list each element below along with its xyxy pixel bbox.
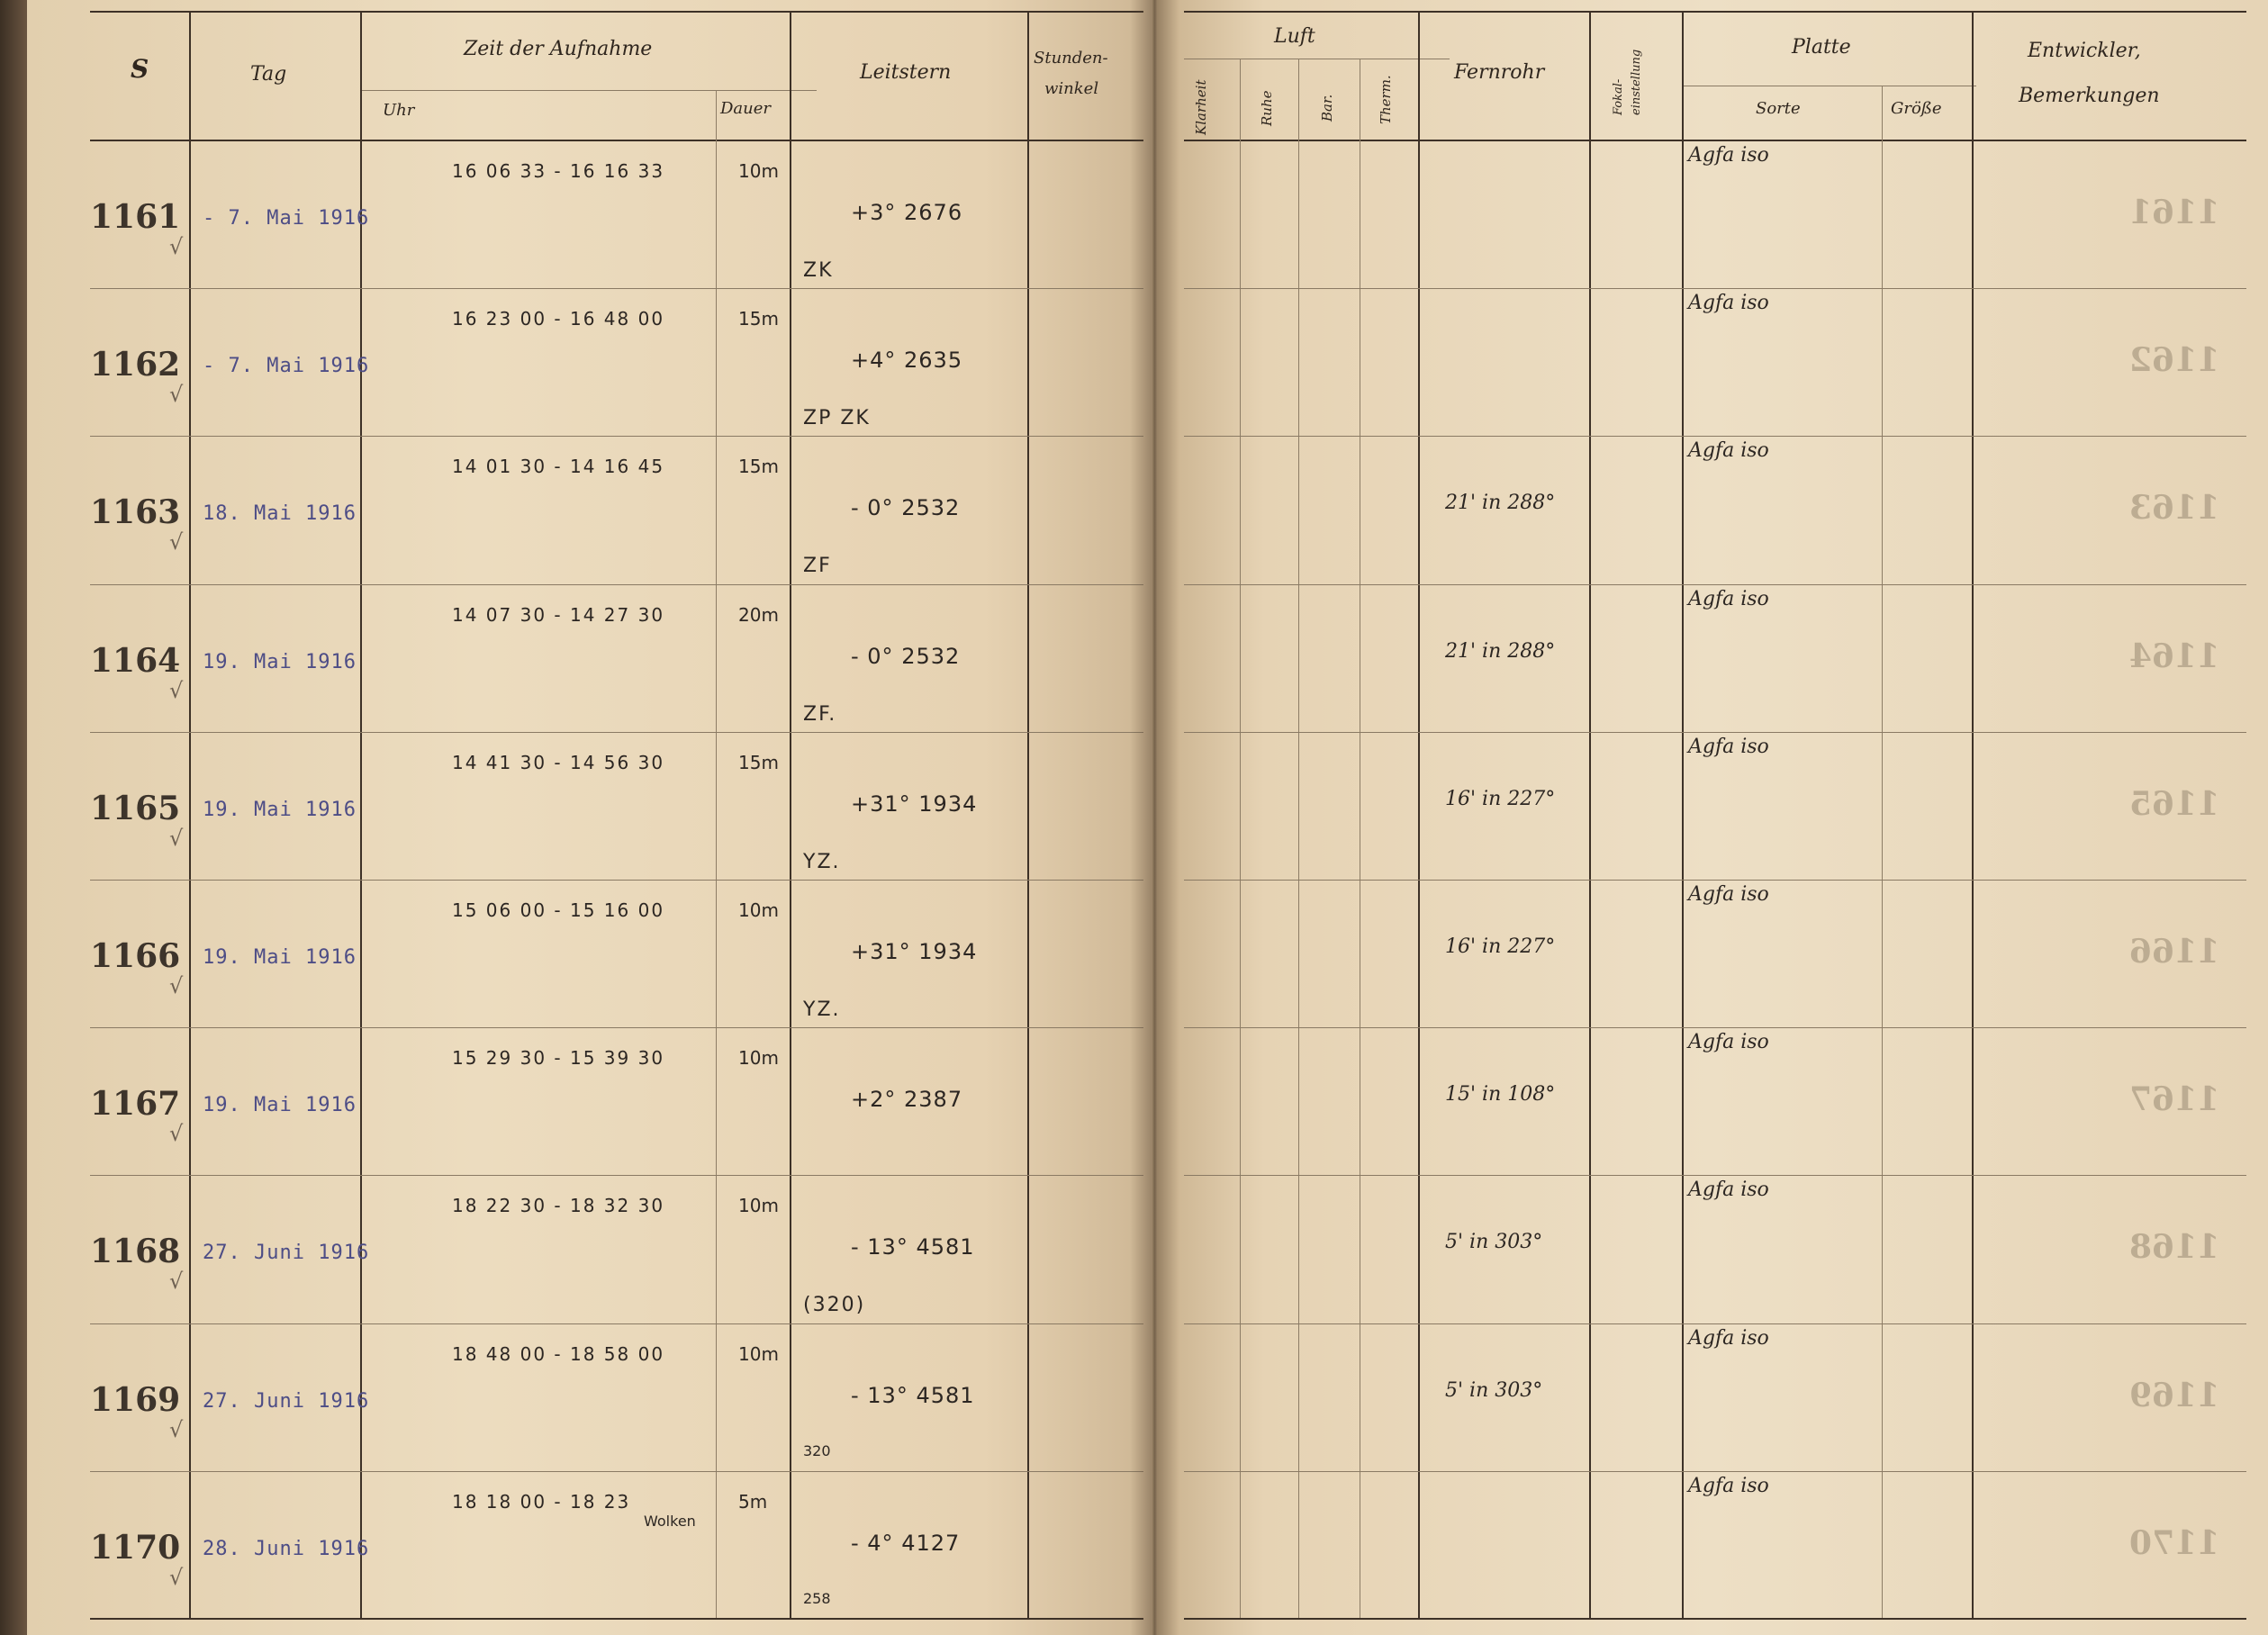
plate-number: 1170 — [90, 1528, 181, 1567]
check-mark: √ — [169, 1416, 184, 1442]
telescope-setting: 15' in 108° — [1445, 1083, 1556, 1107]
date-stamp: 19. Mai 1916 — [203, 946, 357, 969]
header-bemerkungen: Bemerkungen — [2019, 85, 2160, 107]
col-fokal-end — [1682, 11, 1684, 1618]
row-rule — [90, 1027, 1143, 1028]
row-rule — [90, 732, 1143, 733]
exposure-time: 15 06 00 - 15 16 00 — [452, 899, 665, 921]
check-mark: √ — [169, 677, 184, 703]
bleed-through-number: 1169 — [2129, 1376, 2220, 1414]
book-spine — [0, 0, 27, 1635]
col-divider-s — [189, 11, 191, 1618]
guide-star-note: (320) — [803, 1294, 866, 1317]
guide-star: - 0° 2532 — [851, 643, 961, 669]
header-therm: Therm. — [1378, 75, 1394, 124]
header-dauer: Dauer — [720, 99, 772, 118]
header-tag: Tag — [250, 63, 287, 86]
col-platte-end — [1972, 11, 1974, 1618]
plate-number: 1161 — [90, 198, 181, 236]
bleed-through-number: 1166 — [2129, 933, 2220, 971]
guide-star: +31° 1934 — [851, 790, 978, 817]
date-stamp: 18. Mai 1916 — [203, 502, 357, 526]
col-luft-end — [1418, 11, 1420, 1618]
header-rule-right — [1184, 140, 2246, 141]
header-groesse: Größe — [1891, 99, 1942, 118]
telescope-setting: 16' in 227° — [1445, 787, 1556, 810]
check-mark: √ — [169, 382, 184, 408]
header-rule — [90, 140, 1143, 141]
guide-star: - 0° 2532 — [851, 495, 961, 521]
exposure-duration: 15m — [738, 751, 779, 773]
telescope-setting: 21' in 288° — [1445, 492, 1556, 515]
header-s: S — [131, 54, 149, 84]
bleed-through-number: 1161 — [2129, 194, 2220, 231]
col-klarheit — [1240, 59, 1241, 1618]
row-rule-right — [1184, 436, 2246, 437]
plate-number: 1163 — [90, 493, 181, 532]
header-zeit: Zeit der Aufnahme — [464, 38, 653, 60]
guide-star-note: ZF. — [803, 702, 837, 726]
exposure-time: 18 18 00 - 18 23 — [452, 1490, 631, 1513]
date-stamp: 19. Mai 1916 — [203, 1094, 357, 1117]
plate-number: 1162 — [90, 346, 181, 384]
plate-number: 1169 — [90, 1380, 181, 1419]
guide-star: - 13° 4581 — [851, 1234, 975, 1260]
plate-type: Agfa iso — [1688, 144, 1769, 167]
header-fokal-2: einstellung — [1630, 49, 1643, 115]
bleed-through-number: 1170 — [2129, 1523, 2220, 1562]
guide-star-note: ZF — [803, 555, 832, 578]
col-divider-leitstern — [1027, 11, 1029, 1618]
exposure-duration: 10m — [738, 1342, 779, 1365]
exposure-duration: 5m — [738, 1490, 768, 1513]
date-stamp: - 7. Mai 1916 — [203, 207, 370, 230]
date-stamp: 19. Mai 1916 — [203, 650, 357, 673]
exposure-time: 16 23 00 - 16 48 00 — [452, 308, 665, 330]
plate-type: Agfa iso — [1688, 1474, 1769, 1497]
date-stamp: 28. Juni 1916 — [203, 1537, 370, 1560]
guide-star: +2° 2387 — [851, 1087, 963, 1113]
guide-star-note: ZK — [803, 259, 834, 282]
check-mark: √ — [169, 1564, 184, 1590]
date-stamp: 19. Mai 1916 — [203, 798, 357, 821]
row-rule — [90, 1323, 1143, 1324]
header-entwickler: Entwickler, — [2028, 40, 2141, 62]
exposure-duration: 10m — [738, 1047, 779, 1070]
telescope-setting: 21' in 288° — [1445, 639, 1556, 663]
bleed-through-number: 1168 — [2129, 1228, 2220, 1267]
row-rule — [90, 584, 1143, 585]
exposure-time: 14 01 30 - 14 16 45 — [452, 456, 665, 478]
col-divider-dauer — [716, 90, 717, 1618]
header-fokal-1: Fokal- — [1612, 78, 1625, 115]
header-klarheit: Klarheit — [1193, 79, 1209, 135]
right-page — [1152, 0, 2268, 1635]
bleed-through-number: 1164 — [2129, 637, 2220, 675]
exposure-note: Wolken — [644, 1512, 696, 1530]
row-rule — [90, 1175, 1143, 1176]
check-mark: √ — [169, 825, 184, 851]
header-luft: Luft — [1274, 25, 1315, 48]
telescope-setting: 5' in 303° — [1445, 1231, 1543, 1254]
bleed-through-number: 1167 — [2129, 1080, 2220, 1119]
date-stamp: 27. Juni 1916 — [203, 1242, 370, 1265]
exposure-duration: 15m — [738, 456, 779, 478]
guide-star: - 13° 4581 — [851, 1382, 975, 1408]
plate-type: Agfa iso — [1688, 587, 1769, 610]
guide-star: +31° 1934 — [851, 939, 978, 964]
col-divider-zeit — [790, 11, 791, 1618]
bleed-through-number: 1163 — [2129, 489, 2220, 528]
bleed-through-number: 1162 — [2129, 341, 2220, 380]
guide-star-note: 258 — [803, 1589, 831, 1607]
header-leitstern: Leitstern — [860, 61, 952, 84]
row-rule — [90, 436, 1143, 437]
bottom-rule-right — [1184, 1618, 2246, 1620]
exposure-duration: 10m — [738, 1195, 779, 1217]
bleed-through-number: 1165 — [2129, 784, 2220, 823]
header-ruhe: Ruhe — [1259, 90, 1275, 126]
top-rule — [90, 11, 1143, 13]
col-fernrohr-end — [1589, 11, 1591, 1618]
top-rule-right — [1184, 11, 2246, 13]
header-sorte: Sorte — [1756, 99, 1801, 118]
bottom-rule — [90, 1618, 1143, 1620]
plate-type: Agfa iso — [1688, 883, 1769, 906]
exposure-time: 15 29 30 - 15 39 30 — [452, 1047, 665, 1070]
exposure-time: 14 41 30 - 14 56 30 — [452, 751, 665, 773]
exposure-time: 14 07 30 - 14 27 30 — [452, 603, 665, 626]
exposure-duration: 15m — [738, 308, 779, 330]
exposure-duration: 10m — [738, 160, 779, 182]
guide-star-note: ZP ZK — [803, 407, 871, 430]
zeit-subrule — [362, 90, 817, 91]
row-rule-right — [1184, 1323, 2246, 1324]
row-rule-right — [1184, 1175, 2246, 1176]
plate-number: 1164 — [90, 641, 181, 680]
plate-type: Agfa iso — [1688, 439, 1769, 463]
guide-star: - 4° 4127 — [851, 1530, 961, 1556]
check-mark: √ — [169, 234, 184, 259]
date-stamp: 27. Juni 1916 — [203, 1389, 370, 1413]
row-rule-right — [1184, 732, 2246, 733]
date-stamp: - 7. Mai 1916 — [203, 355, 370, 378]
plate-number: 1167 — [90, 1085, 181, 1124]
left-page — [27, 0, 1152, 1635]
row-rule — [90, 288, 1143, 289]
book-gutter — [1130, 0, 1179, 1635]
header-uhr: Uhr — [383, 101, 415, 120]
guide-star: +4° 2635 — [851, 348, 963, 374]
check-mark: √ — [169, 529, 184, 556]
check-mark: √ — [169, 973, 184, 998]
row-rule-right — [1184, 1027, 2246, 1028]
exposure-time: 18 48 00 - 18 58 00 — [452, 1342, 665, 1365]
guide-star-note: YZ. — [803, 850, 841, 873]
plate-type: Agfa iso — [1688, 735, 1769, 758]
guide-star: +3° 2676 — [851, 200, 963, 225]
header-platte: Platte — [1792, 36, 1851, 59]
exposure-time: 18 22 30 - 18 32 30 — [452, 1195, 665, 1217]
exposure-time: 16 06 33 - 16 16 33 — [452, 160, 665, 182]
exposure-duration: 10m — [738, 899, 779, 921]
plate-type: Agfa iso — [1688, 1031, 1769, 1054]
plate-number: 1166 — [90, 937, 181, 975]
row-rule-right — [1184, 288, 2246, 289]
guide-star-note: YZ. — [803, 998, 841, 1021]
telescope-setting: 5' in 303° — [1445, 1378, 1543, 1402]
plate-number: 1168 — [90, 1233, 181, 1271]
exposure-duration: 20m — [738, 603, 779, 626]
row-rule-right — [1184, 880, 2246, 881]
header-bar: Bar. — [1319, 94, 1335, 122]
plate-type: Agfa iso — [1688, 292, 1769, 315]
guide-star-note: 320 — [803, 1441, 831, 1459]
telescope-setting: 16' in 227° — [1445, 935, 1556, 958]
header-stundenwinkel-2: winkel — [1044, 79, 1099, 98]
check-mark: √ — [169, 1121, 184, 1147]
plate-type: Agfa iso — [1688, 1179, 1769, 1202]
plate-type: Agfa iso — [1688, 1326, 1769, 1350]
plate-number: 1165 — [90, 789, 181, 827]
row-rule — [90, 880, 1143, 881]
col-ruhe — [1298, 59, 1299, 1618]
col-sorte-end — [1882, 86, 1883, 1618]
row-rule-right — [1184, 584, 2246, 585]
row-rule-right — [1184, 1471, 2246, 1472]
row-rule — [90, 1471, 1143, 1472]
header-fernrohr: Fernrohr — [1454, 61, 1545, 84]
header-stundenwinkel-1: Stunden- — [1034, 49, 1108, 68]
col-divider-tag — [360, 11, 362, 1618]
check-mark: √ — [169, 1269, 184, 1295]
